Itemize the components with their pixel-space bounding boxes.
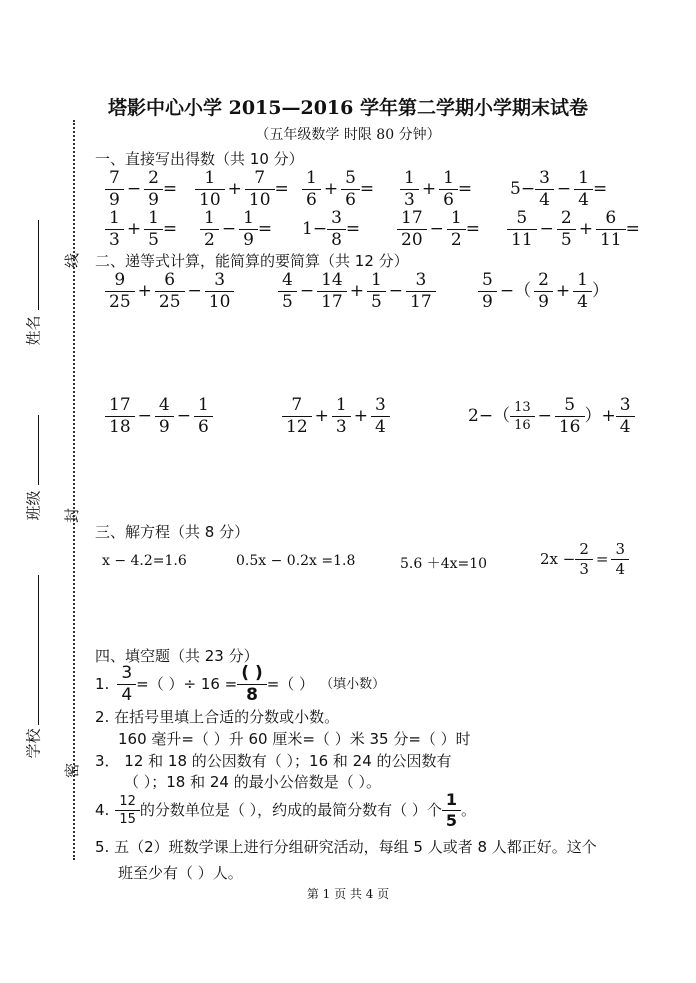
q4-item-3-cont: （ ）；18 和 24 的最小公倍数是（ ）。 xyxy=(124,773,382,791)
section-4-heading: 四、填空题（共 23 分） xyxy=(95,647,259,665)
class-blank-line xyxy=(38,415,39,485)
q1-h: 1− $\frac{3}{8}$ = xyxy=(302,208,361,250)
q4-item-1: 1. $\frac{3}{4}$ =（ ）÷ 16 = ( ) 8 =（ ） （填小数） xyxy=(95,663,386,705)
q1-c: 1 6 + $\frac{5}{6}$ = xyxy=(302,170,374,209)
q4-item-5: 5. 五（2）班数学课上进行分组研究活动，每组 5 人或者 8 人都正好。这个 xyxy=(95,838,597,856)
page-title: 塔影中心小学 2015—2016 学年第二学期小学期末试卷 xyxy=(108,97,588,119)
page-subtitle: （五年级数学 时限 80 分钟） xyxy=(255,127,441,143)
q1-j: 5 11 − $\frac{2}{5}$ + $\frac{6}{11}$ = xyxy=(507,210,640,249)
seal-char-mi: 密 xyxy=(63,762,82,779)
q2-f: 2−（ 13 16 − $\frac{5}{16}$ ）+ $\frac{3}{4}$ xyxy=(468,397,635,436)
q1-g: 1 2 − $\frac{1}{9}$ = xyxy=(200,210,272,249)
q2-c: 5 9 −（ 2 9 + $\frac{1}{4}$ ） xyxy=(478,272,609,311)
q2-d: 17 18 − $\frac{4}{9}$ − $\frac{1}{6}$ xyxy=(105,397,213,436)
q1-b: 1 10 + $\frac{7}{10}$ = xyxy=(195,170,289,209)
q2-b: 4 5 − $\frac{14}{17}$ + $\frac{1}{5}$ − $\frac{3}{17}$ xyxy=(278,272,436,311)
q1-a: 7 9 − $\frac{2}{9}$ = xyxy=(105,170,177,209)
section-3-heading: 三、解方程（共 8 分） xyxy=(95,523,250,541)
seal-char-xian: 线 xyxy=(63,252,82,269)
name-blank-line xyxy=(38,220,39,310)
q3-b: 0.5x − 0.2x =1.8 xyxy=(236,553,356,569)
q4-item-5-cont: 班至少有（ ）人。 xyxy=(118,864,243,882)
q4-item-3: 3． 12 和 18 的公因数有（ ）；16 和 24 的公因数有 xyxy=(95,752,452,770)
page-footer: 第 1 页 共 4 页 xyxy=(306,887,390,901)
q4-item-2: 2. 在括号里填上合适的分数或小数。 xyxy=(95,708,340,726)
q4-item-4: 4. 12 15 的分数单位是（ ），约成的最简分数有（ ）个 1 5 。 xyxy=(95,790,477,830)
section-2-heading: 二、递等式计算，能简算的要简算（共 12 分） xyxy=(95,252,409,270)
name-label: 姓名 xyxy=(24,315,43,346)
school-label: 学校 xyxy=(24,728,43,759)
q4-item-2-blanks: 160 毫升=（ ）升 60 厘米=（ ）米 35 分=（ ）时 xyxy=(118,730,471,748)
q2-a: 9 25 + $\frac{6}{25}$ − $\frac{3}{10}$ xyxy=(105,272,234,311)
seal-char-feng: 封 xyxy=(63,507,82,524)
q3-d: 2x − $\frac{2}{3}$ = $\frac{3}{4}$ xyxy=(540,542,629,577)
q2-e: 7 12 + $\frac{1}{3}$ + $\frac{3}{4}$ xyxy=(282,397,390,436)
section-1-heading: 一、直接写出得数（共 10 分） xyxy=(95,150,304,168)
q3-c: 5.6 ＋4x=10 xyxy=(400,556,488,572)
q1-e: 5− $\frac{3}{4}$ − $\frac{1}{4}$ = xyxy=(510,168,608,210)
q1-f: 1 3 + $\frac{1}{5}$ = xyxy=(105,210,177,249)
q1-i: 17 20 − $\frac{1}{2}$ = xyxy=(397,210,480,249)
class-label: 班级 xyxy=(24,490,43,521)
q3-a: x − 4.2=1.6 xyxy=(102,553,187,569)
binding-dotted-line xyxy=(73,120,75,860)
school-blank-line xyxy=(38,575,39,725)
q1-d: 1 3 + $\frac{1}{6}$ = xyxy=(400,170,472,209)
